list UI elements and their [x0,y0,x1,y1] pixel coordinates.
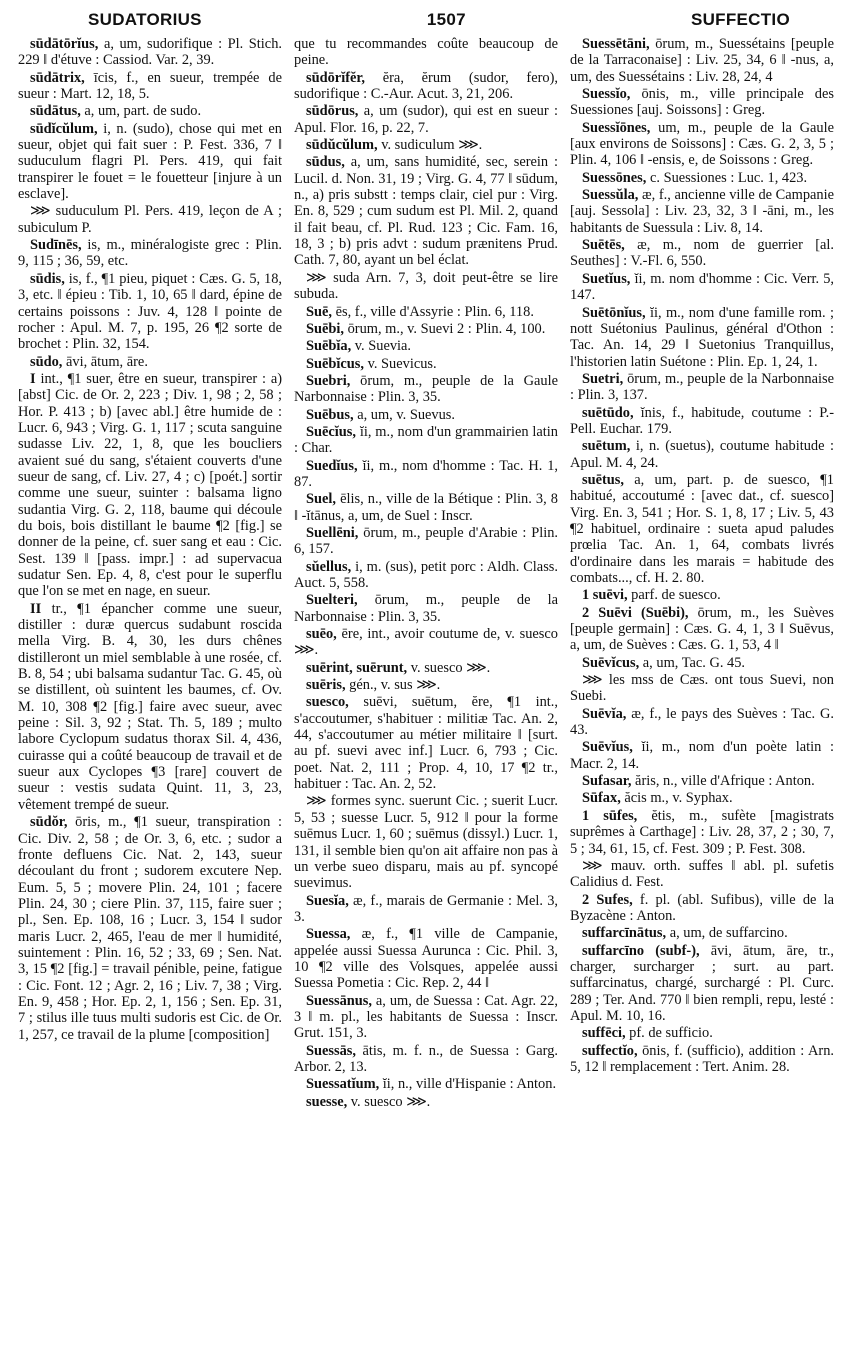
entry-headword: suētum, [582,438,631,455]
entry-body: æ, f., ancienne ville de Campanie [auj. Sessola] : Liv. 23, 32, 3 ‖ -āni, m., les habitants de Suessula : Liv. 8, 14. [570,187,834,236]
entry-body: ĭi, m., nom d'un grammairien latin : Char. [294,423,558,457]
entry-body: æ, f., le pays des Suèves : Tac. G. 43. [570,705,834,739]
entry-headword: Suēvĭa, [582,705,627,722]
entry-body: ōrum, m., peuple d'Arabie : Plin. 6, 157. [294,524,558,558]
running-head [18,6,834,34]
dictionary-entry [570,858,834,891]
column-middle [294,36,558,1111]
entry-body: pf. de sufficio. [625,1025,713,1042]
entry-headword: Suedĭus, [306,457,358,474]
entry-body: a, um, v. Suevus. [353,406,456,423]
entry-body: a, um, de suffarcino. [666,925,788,942]
dictionary-entry [570,405,834,438]
dictionary-entry [294,491,558,524]
entry-body: ōrum, m., peuple de la Narbonnaise : Plin. 3, 137. [570,370,834,404]
entry-body: i, m. (sus), petit porc : Aldh. Class. Auct. 5, 558. [294,558,558,591]
entry-headword: Suētēs, [582,237,625,254]
entry-headword: Sūfax, [582,790,621,807]
entry-headword: Suēbĭcus, [306,355,364,372]
entry-body: is, m., minéralogiste grec : Plin. 9, 115 ; 36, 59, etc. [18,237,282,270]
entry-body: parf. de suesco. [627,587,721,604]
dictionary-entry [570,36,834,85]
dictionary-entry [570,187,834,236]
text-columns [18,36,834,1111]
dictionary-entry [18,354,282,370]
dictionary-entry [18,70,282,103]
dictionary-entry [294,373,558,406]
dictionary-entry [294,793,558,891]
dictionary-entry [570,1043,834,1076]
entry-body: c. Suessiones : Luc. 1, 423. [646,169,808,186]
dictionary-entry [18,814,282,1043]
entry-headword: Suē, [306,303,332,320]
dictionary-entry [570,271,834,304]
entry-body: is, f., ¶1 pieu, piquet : Cæs. G. 5, 18, 3, etc. ‖ épieu : Tib. 1, 10, 65 ‖ dard, épine de certains poissons : Juv. 4, 128 ‖ pointe de rocher : Apul. M. 7, p. 195, 26 ¶2 sorte de brochet : Plin. 32, 154. [18,270,282,353]
dictionary-entry [570,808,834,857]
entry-body: ĭnis, f., habitude, coutume : P.-Pell. Euchar. 179. [570,404,834,437]
entry-body: ōris, m., ¶1 sueur, transpiration : Cic. Div. 2, 58 ; de Or. 3, 6, etc. ; sudor a fronte defluens Cic. Nat. 2, 143, sueur découlant du front ; sudorem excutere Nep. Eum. 5, 5 ; movere Plin. 24, 101 ; facere Plin. 24, 30 ; ciere Plin. 37, 115, faire suer ; pl., Sen. Ep. 108, 16 ; Lucr. 3, 154 ‖ sudor maris Lucr. 2, 465, l'eau de mer ‖ humidité, suintement : Plin. 16, 52 ; 33, 69 ; Sen. Nat. 3, 15 ¶2 [fig.] = travail pénible, peine, fatigue : Cic. Font. 12 ; Agr. 2, 16 ; Liv. 7, 38 ; Virg. En. 9, 458 ; Hor. Ep. 2, 1, 156 ; Sen. Ep. 31, 7 ; stilus ille tuus multi sudoris est Cic. de Or. 1, 257, ce travail de la plume [composition] [18,814,282,1043]
entry-headword: sŭellus, [306,558,352,575]
dictionary-entry [570,655,834,671]
entry-body: ĭi, m., nom d'homme : Tac. H. 1, 87. [294,457,558,490]
entry-headword: Suēvĭus, [582,739,633,756]
entry-headword: Suesĭa, [306,892,349,909]
entry-body: ⋙ suda Arn. 7, 3, doit peut-être se lire subuda. [294,269,558,303]
entry-body: suēvi, suētum, ĕre, ¶1 int., s'accoutumer, s'habituer : militiæ Tac. An. 2, 44, s'accoutumer au métier militaire ‖ [surt. au pf. suevi avec inf.] Lucr. 6, 793 ; Cic. poet. Nat. 2, 111 ; Prop. 4, 10, 17 ¶2 tr., habituer : Tac. An. 2, 52. [294,694,558,793]
dictionary-entry [294,626,558,659]
entry-headword: Suessās, [306,1042,356,1059]
dictionary-entry [294,103,558,136]
entry-headword: Suebri, [306,372,351,389]
entry-body: ĭi, m. nom d'homme : Cic. Verr. 5, 147. [570,270,834,304]
entry-body: ĭi, n., ville d'Hispanie : Anton. [379,1076,557,1093]
entry-body: ⋙ formes sync. suerunt Cic. ; suerit Lucr. 5, 53 ; suesse Lucr. 5, 912 ‖ pour la forme suēmus Lucr. 1, 60 ; suēmus (dissyl.) Lucr. 1, 131, il semble bien qu'on ait affaire non pas à un verbe sueo disparu, mais au pf. syncopé suevimus. [294,793,558,892]
entry-body: ăcis m., v. Syphax. [620,790,733,807]
dictionary-entry [294,926,558,991]
dictionary-entry [570,706,834,739]
entry-body: ⋙ mauv. orth. suffes ‖ abl. pl. sufetis Calidius d. Fest. [570,857,834,891]
entry-headword: I [30,370,36,387]
entry-headword: 1 suēvi, [582,587,628,604]
dictionary-entry [570,925,834,941]
dictionary-entry [294,1043,558,1076]
dictionary-entry [294,893,558,926]
dictionary-entry [294,356,558,372]
entry-body: ⋙ suduculum Pl. Pers. 419, leçon de A ; subiculum P. [18,203,282,236]
entry-body: ōrum, m., peuple de la Gaule Narbonnaise : Plin. 3, 35. [294,372,558,406]
dictionary-entry [570,672,834,705]
entry-headword: Suessĭo, [582,86,631,103]
entry-headword: sūdo, [30,353,63,370]
entry-headword: Suessa, [306,926,351,943]
entry-headword: 1 sūfes, [582,807,638,824]
entry-headword: suēris, [306,677,346,694]
entry-body: ĕra, ĕrum (sudor, fero), sudorifique : C.-Aur. Acut. 3, 21, 206. [294,69,558,103]
entry-headword: Sufasar, [582,773,632,790]
entry-body: ēre, int., avoir coutume de, v. suesco ⋙. [294,626,558,659]
entry-headword: Suēbĭa, [306,338,352,355]
entry-body: que tu recommandes coûte beaucoup de peine. [294,36,558,69]
dictionary-entry [18,271,282,353]
entry-body: a, um, Tac. G. 45. [639,654,746,671]
dictionary-entry [294,70,558,103]
dictionary-entry [570,237,834,270]
dictionary-entry [570,170,834,186]
entry-headword: suffēci, [582,1025,626,1042]
dictionary-entry [294,677,558,693]
dictionary-entry [294,338,558,354]
entry-body: ēs, f., ville d'Assyrie : Plin. 6, 118. [332,303,534,320]
dictionary-entry [294,559,558,592]
dictionary-entry [294,154,558,268]
dictionary-entry [570,305,834,370]
entry-body: ōrum, m., les Suèves [peuple germain] : Cæs. G. 4, 1, 3 ‖ Suēvus, a, um, de Suèves : Cæs. G. 1, 53, 4 ‖ [570,604,834,654]
entry-body: ōrum, m., peuple de la Narbonnaise : Plin. 3, 35. [294,592,558,625]
dictionary-entry [570,739,834,772]
entry-body: ōrum, m., Suessétains [peuple de la Tarraconaise] : Liv. 25, 34, 6 ‖ -nus, a, um, des Suessétains : Liv. 28, 24, 4 [570,36,834,85]
entry-headword: Suessōnes, [582,169,647,186]
entry-headword: sūdŭcŭlum, [306,137,378,154]
dictionary-entry [294,660,558,676]
entry-body: v. Suevia. [351,338,412,355]
entry-body: æ, m., nom de guerrier [al. Seuthes] : V.-Fl. 6, 550. [570,237,834,270]
entry-headword: suesco, [306,694,349,711]
dictionary-entry [18,203,282,236]
entry-body: tr., ¶1 épancher comme une sueur, distiller : duræ quercus sudabunt roscida mella Virg. B. 4, 30, les durs chênes distilleront un miel semblable à une rosée, cf. B. 8, 54 ; ubi balsama sudantur Tac. G. 45, où se distillent, où suintent les baumes, cf. Ov. M. 10, 308 ¶2 [fig.] faire avec sueur, avec peine : Sil. 3, 92 ; Stat. Th. 5, 189 ; multo labore Cyclopum sudatus thorax Sil. 4, 436, cuirasse qui a coûté beaucoup de travail et de sueur aux Cyclopes ¶3 [rare] couvert de sueur : vestis sudata Quint. 11, 3, 23, vêtement trempé de sueur. [18,600,282,813]
dictionary-entry [18,121,282,203]
entry-headword: sūdus, [306,154,345,171]
dictionary-entry [294,458,558,491]
entry-headword: 2 Suēvi (Suēbi), [582,604,689,621]
dictionary-entry [294,592,558,625]
entry-headword: suētus, [582,471,624,488]
entry-body: f. pl. (abl. Sufibus), ville de la Byzacène : Anton. [570,891,834,924]
entry-headword: sūdŏr, [30,814,68,831]
entry-body: ĭi, m., nom d'un poète latin : Macr. 2, 14. [570,739,834,772]
dictionary-entry [18,371,282,600]
entry-body: um, m., peuple de la Gaule [aux environs de Soissons] : Cæs. G. 2, 3, 5 ; Plin. 4, 106 ‖ -ensis, e, de Soissons : Greg. [570,119,834,169]
entry-body: int., ¶1 suer, être en sueur, transpirer : a) [abst] Cic. de Or. 2, 223 ; Div. 1, 98 ; 2, 58 ; Hor. P. 413 ; b) [avec abl.] être humide de : Lucr. 6, 943 ; Virg. G. 1, 117 ; scuta sanguine sudasse Liv. 22, 1, 8, que les boucliers avaient sué du sang, s'étaient couverts d'une sueur de sang, cf. Liv. 27, 4 ; c) [poét.] sortir comme une sueur, suinter : balsama ligno sudantia Virg. G. 2, 118, baume qui découle du bois, bois distillant le baume ¶2 [fig.] se donner de la peine, cf. suer sang et eau : Cic. Sest. 139 ‖ [pass. impr.] : ad supervacua sudatur Sen. Ep. 4, 8, c'est pour le superflu que l'on se met en nage, en sueur. [18,370,282,600]
entry-headword: Suētōnĭus, [582,304,646,321]
dictionary-entry [570,86,834,119]
entry-headword: Suessĭōnes, [582,119,651,136]
entry-body: a, um, sans humidité, sec, serein : Lucil. d. Non. 31, 19 ; Virg. G. 4, 77 ‖ sūdum, n., a) pris substt : temps clair, ciel pur : Virg. En. 8, 529 ; cum sudum est Pl. Mil. 2, quand il fait beau, cf. Pl. Rud. 123 ; Cic. Fam. 16, 18, 3 ; b) pris advt : sudum prænitens Prud. Cath. 7, 80, ayant un bel éclat. [294,154,558,269]
dictionary-entry [570,438,834,471]
dictionary-entry [570,587,834,603]
entry-headword: Suessētāni, [582,36,650,52]
entry-headword: II [30,600,42,617]
dictionary-entry [294,1076,558,1092]
entry-headword: 2 Sufes, [582,891,633,908]
entry-headword: Suēvĭcus, [582,654,640,671]
dictionary-entry [18,36,282,69]
dictionary-entry [294,270,558,303]
entry-headword: Suel, [306,491,336,508]
entry-body: æ, f., ¶1 ville de Campanie, appelée aussi Suessa Aurunca : Cic. Phil. 3, 10 ¶2 ville des Volsques, appelée aussi Suessa Pometia : Cic. Rep. 2, 44 ‖ [294,926,558,992]
entry-headword: sūdis, [30,270,65,287]
entry-headword: sūdōrus, [306,103,359,120]
entry-headword: suffarcīnātus, [582,925,667,942]
dictionary-entry [294,36,558,69]
entry-body: i, n. (sudo), chose qui met en sueur, objet qui fait suer : P. Fest. 336, 7 ‖ suduculum flagri Pl. Pers. 419, qui fait transpirer le fouet = le fouetteur [injure à un esclave]. [18,120,282,203]
column-right [570,36,834,1111]
entry-headword: Suetĭus, [582,270,631,287]
entry-headword: sūdĭcŭlum, [30,120,98,137]
entry-headword: Suetri, [582,370,624,387]
dictionary-entry [294,1094,558,1110]
dictionary-entry [570,773,834,789]
entry-body: æ, f., marais de Germanie : Mel. 3, 3. [294,892,558,925]
dictionary-entry [294,993,558,1042]
entry-body: īcis, f., en sueur, trempée de sueur : Mart. 12, 18, 5. [18,69,282,103]
entry-body: ōnis, f. (sufficio), addition : Arn. 5, 12 ‖ remplacement : Tert. Anim. 28. [570,1042,834,1075]
dictionary-entry [294,525,558,558]
entry-headword: Suelteri, [306,592,358,609]
dictionary-entry [570,790,834,806]
entry-headword: Suēbus, [306,406,354,423]
entry-body: a, um, de Suessa : Cat. Agr. 22, 3 ‖ m. pl., les habitants de Suessa : Inscr. Grut. 151, 3. [294,992,558,1042]
entry-body: a, um, part. p. de suesco, ¶1 habitué, accoutumé : [avec dat., cf. suesco] Virg. En. 3, 541 ; Hor. S. 1, 8, 17 ; Liv. 5, 43 ¶2 habituel, ordinaire : sueta apud paludes prœlia Tac. An. 1, 64, combats livrés d'ordinaire dans les marais = habitude des combats..., cf. H. 2. 80. [570,471,834,586]
dictionary-entry [294,424,558,457]
entry-headword: suffarcīno (subf-), [582,942,700,959]
entry-headword: Suēcĭus, [306,423,356,440]
dictionary-entry [294,407,558,423]
entry-headword: Suēbi, [306,320,344,337]
entry-headword: suērint, suērunt, [306,659,408,676]
entry-body: ōnis, m., ville principale des Suessiones [auj. Soissons] : Greg. [570,86,834,119]
header-left-catchword: SUDATORIUS [88,10,202,29]
entry-headword: Sudīnēs, [30,237,82,254]
page-number: 1507 [426,10,466,29]
entry-body: a, um (sudor), qui est en sueur : Apul. Flor. 16, p. 22, 7. [294,103,558,136]
entry-body: āvi, ātum, āre. [62,353,148,370]
dictionary-entry [18,601,282,813]
entry-headword: suesse, [306,1093,348,1110]
dictionary-entry [18,237,282,270]
entry-body: ēlis, n., ville de la Bétique : Plin. 3, 8 ‖ -ĭtānus, a, um, de Suel : Inscr. [294,491,558,524]
header-right-catchword: SUFFECTIO [690,10,790,29]
entry-body: a, um, sudorifique : Pl. Stich. 229 ‖ d'étuve : Cassiod. Var. 2, 39. [18,36,282,69]
entry-headword: suffectĭo, [582,1042,638,1059]
dictionary-entry [294,694,558,792]
entry-body: ōrum, m., v. Suevi 2 : Plin. 4, 100. [344,320,546,337]
entry-body: ăris, n., ville d'Afrique : Anton. [631,773,815,790]
entry-headword: suēo, [306,626,337,643]
dictionary-entry [570,472,834,586]
dictionary-entry [570,892,834,925]
entry-body: v. suesco ⋙. [347,1093,431,1110]
dictionary-entry [294,304,558,320]
entry-body: v. Suevicus. [363,355,437,372]
entry-body: gén., v. sus ⋙. [345,677,441,694]
entry-headword: suētūdo, [582,404,634,421]
entry-headword: Suessatĭum, [306,1076,380,1093]
entry-body: ātis, m. f. n., de Suessa : Garg. Arbor. 2, 13. [294,1042,558,1075]
entry-body: ĕtis, m., sufète [magistrats suprêmes à Carthage] : Liv. 28, 37, 2 ; 30, 7, 5 ; 34, 61, 15, cf. Fest. 309 ; P. Fest. 308. [570,807,834,857]
entry-headword: sūdātōrĭus, [30,36,99,52]
dictionary-entry [570,120,834,169]
entry-body: ⋙ les mss de Cæs. ont tous Suevi, non Suebi. [570,672,834,705]
dictionary-entry [570,605,834,654]
entry-body: āvi, ātum, āre, tr., charger, surcharger ; surt. au part. suffarcinatus, chargé, surchargé : Pl. Curc. 289 ; Ter. And. 770 ‖ bien rempli, repu, lesté : Apul. M. 10, 16. [570,942,834,1024]
dictionary-entry [570,943,834,1025]
entry-headword: Suessānus, [306,992,372,1009]
entry-body: a, um, part. de sudo. [80,103,202,120]
dictionary-entry [570,1025,834,1041]
dictionary-entry [18,103,282,119]
dictionary-entry [294,137,558,153]
entry-headword: sūdātrix, [30,69,85,86]
dictionary-entry [294,321,558,337]
entry-headword: sūdātus, [30,103,81,120]
entry-body: v. suesco ⋙. [407,659,491,676]
entry-headword: Suellēni, [306,524,359,541]
entry-body: i, n. (suetus), coutume habitude : Apul. M. 4, 24. [570,438,834,471]
dictionary-entry [570,371,834,404]
column-left [18,36,282,1111]
entry-body: v. sudiculum ⋙. [377,137,483,154]
entry-headword: sūdōrĭfĕr, [306,69,366,86]
entry-body: ĭi, m., nom d'une famille rom. ; nott Suétonius Paulinus, général d'Othon : Tac. An. 14, 29 ‖ Suetonius Tranquillus, l'historien latin Suétone : Plin. Ep. 1, 24, 1. [570,304,834,370]
entry-headword: Suessŭla, [582,187,639,204]
